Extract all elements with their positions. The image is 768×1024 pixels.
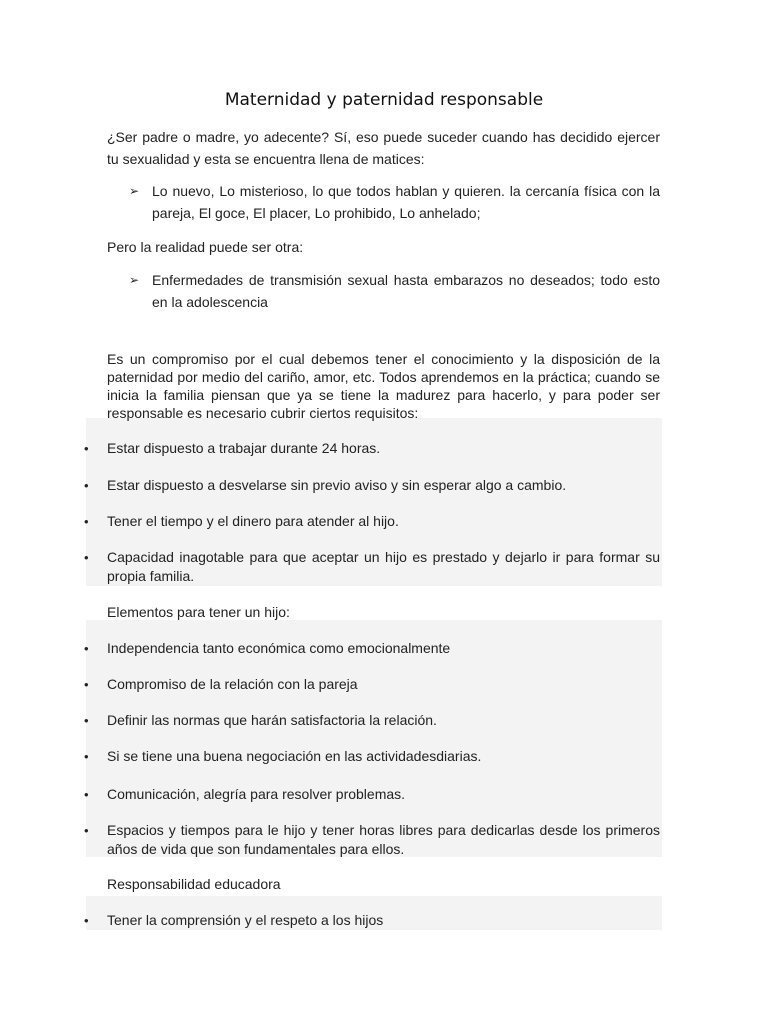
list-item-text: Capacidad inagotable para que aceptar un hijo es prestado y dejarlo ir para formar su propia familia. [107, 549, 660, 584]
list-item-text: Estar dispuesto a trabajar durante 24 horas. [107, 440, 381, 456]
arrow-item-text: Lo nuevo, Lo misterioso, lo que todos hablan y quieren. la cercanía física con la pareja, El goce, El placer, Lo prohibido, Lo anhelado; [152, 183, 660, 221]
bullet-icon: • [84, 787, 89, 802]
bullet-icon: • [84, 441, 89, 456]
bullet-icon: • [84, 514, 89, 529]
bullet-icon: • [84, 749, 89, 764]
arrow-list-item [129, 180, 660, 224]
list-item-text: Definir las normas que harán satisfactoria la relación. [107, 712, 437, 728]
reality-paragraph: Pero la realidad puede ser otra: [107, 239, 304, 255]
bullet-icon: • [84, 677, 89, 692]
bullet-icon: • [84, 913, 89, 928]
list-item-text: Estar dispuesto a desvelarse sin previo aviso y sin esperar algo a cambio. [107, 477, 567, 493]
commitment-paragraph: Es un compromiso por el cual debemos tener el conocimiento y la disposición de la paternidad por medio del cariño, amor, etc. Todos aprendemos en la práctica; cuando se inicia la familia piensan que ya se tiene la madurez para hacerlo, y para poder ser responsable es necesario cubrir ciertos requisitos: [107, 351, 660, 421]
list-item-text: Comunicación, alegría para resolver problemas. [107, 786, 406, 802]
arrow-list-item [129, 269, 660, 313]
bullet-icon: • [84, 478, 89, 493]
education-heading: Responsabilidad educadora [107, 876, 281, 892]
arrow-item-text: Enfermedades de transmisión sexual hasta embarazos no deseados; todo esto en la adolescencia [152, 272, 660, 310]
document-title: Maternidad y paternidad responsable [224, 90, 544, 110]
arrow-bullet-icon: ➢ [129, 273, 140, 287]
list-item-text: Tener el tiempo y el dinero para atender al hijo. [107, 513, 399, 529]
list-item-text: Si se tiene una buena negociación en las actividadesdiarias. [107, 748, 482, 764]
bullet-icon: • [84, 550, 89, 565]
intro-paragraph: ¿Ser padre o madre, yo adecente? Sí, eso puede suceder cuando has decidido ejercer tu sexualidad y esta se encuentra llena de matices: [107, 129, 660, 167]
list-item-text: Independencia tanto económica como emocionalmente [107, 640, 451, 656]
arrow-bullet-icon: ➢ [129, 184, 140, 198]
bullet-icon: • [84, 713, 89, 728]
bullet-icon: • [84, 823, 89, 838]
bullet-icon: • [84, 641, 89, 656]
list-item-text: Tener la comprensión y el respeto a los hijos [107, 912, 384, 928]
list-item-text: Espacios y tiempos para le hijo y tener horas libres para dedicarlas desde los primeros años de vida que son fundamentales para ellos. [107, 822, 660, 857]
elements-heading: Elementos para tener un hijo: [107, 604, 290, 620]
list-item-text: Compromiso de la relación con la pareja [107, 676, 358, 692]
